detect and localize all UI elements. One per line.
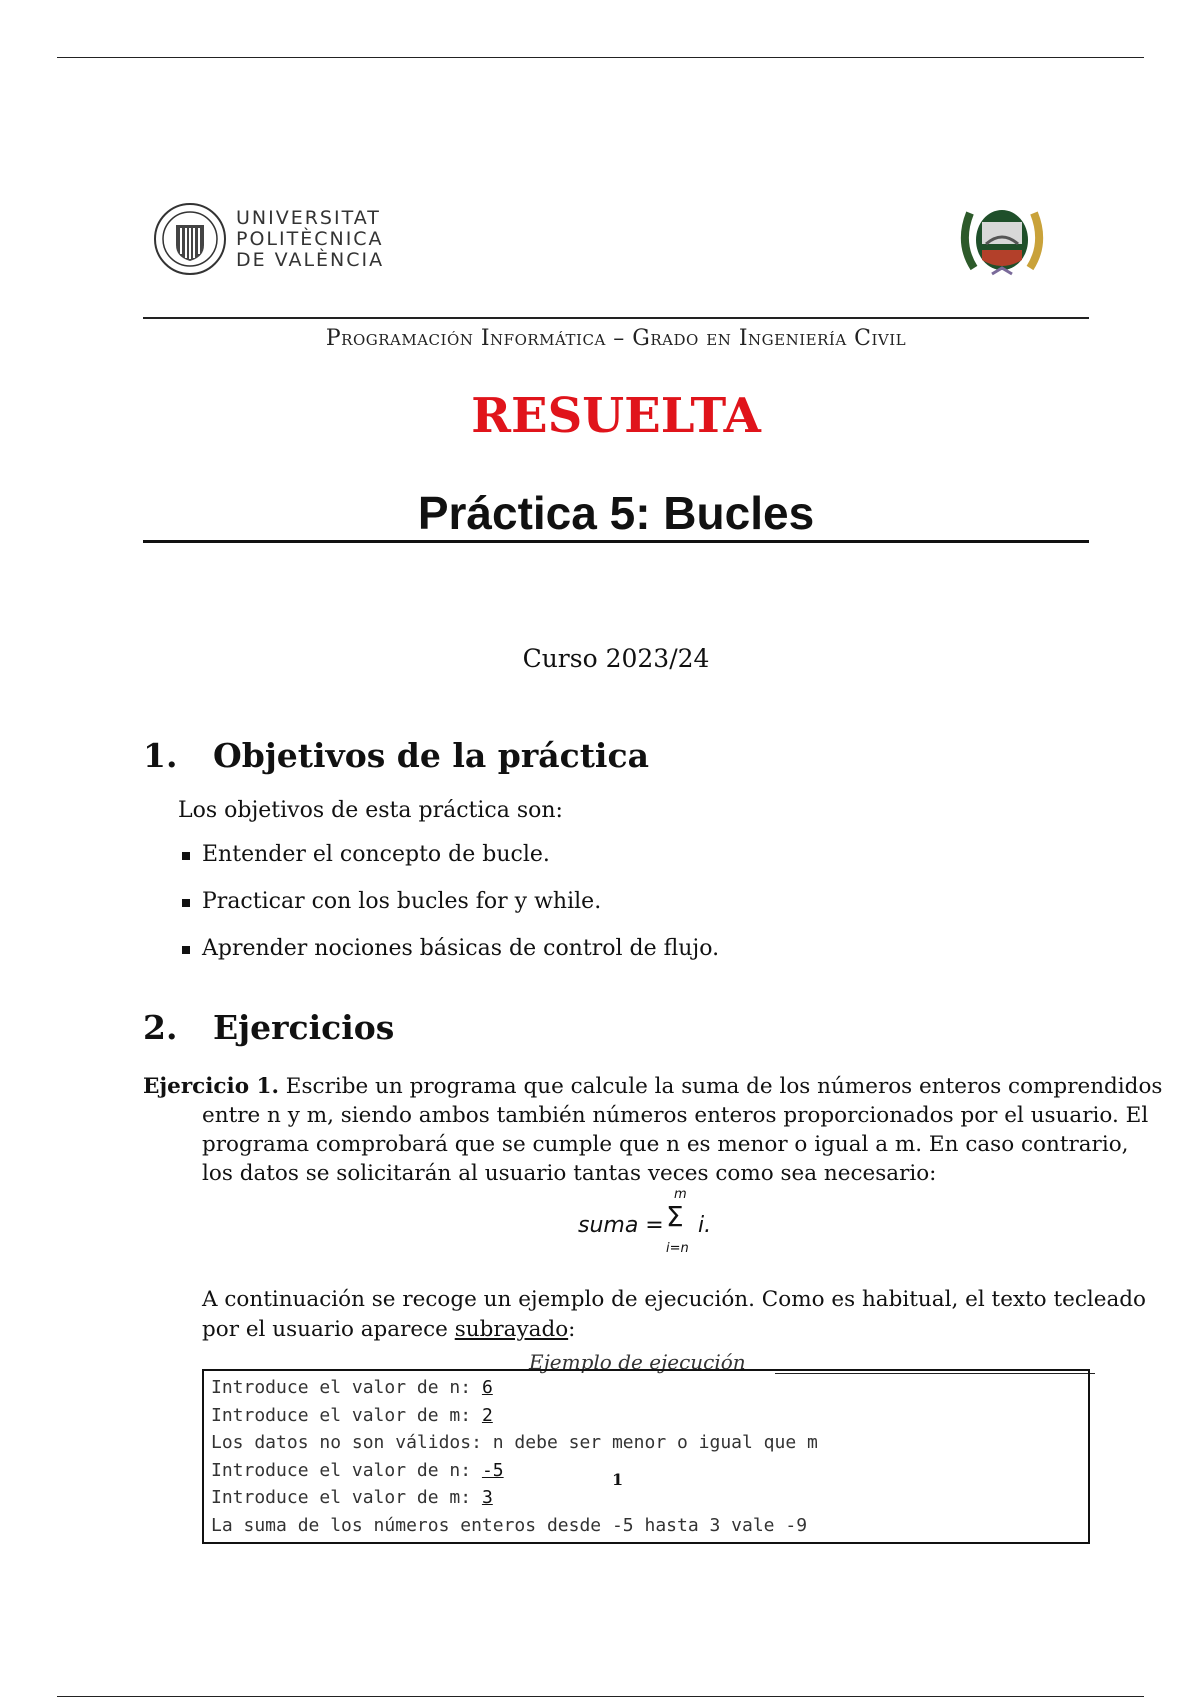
terminal-input: -5 (481, 1459, 504, 1481)
execution-example-box (202, 1369, 1090, 1544)
paragraph-line (202, 1315, 1092, 1345)
terminal-line (211, 1374, 1088, 1402)
bullet-icon (182, 852, 190, 860)
terminal-line (211, 1484, 1088, 1512)
school-seal-icon (952, 188, 1052, 288)
page-title: Práctica 5: Bucles (417, 487, 815, 539)
terminal-line (211, 1457, 1088, 1485)
terminal-line (211, 1402, 1088, 1430)
section-heading (143, 736, 649, 775)
terminal-prompt: Introduce el valor de n: (211, 1459, 482, 1481)
section-number: 1. (143, 736, 178, 775)
intro-text: Los objetivos de esta práctica son: (178, 798, 563, 823)
top-rule (57, 57, 1144, 58)
upv-seal-icon (152, 201, 228, 277)
terminal-prompt: Los datos no son válidos: n debe ser menor o igual que m (211, 1432, 818, 1453)
paragraph-text: por el usuario aparece (202, 1317, 455, 1342)
page-number: 1 (612, 1470, 624, 1489)
exercise-statement (143, 1072, 1163, 1188)
university-line: UNIVERSITAT (236, 206, 381, 229)
example-caption: Ejemplo de ejecución (529, 1350, 746, 1374)
upv-logo (152, 201, 384, 277)
terminal-prompt: La suma de los números enteros desde -5 hasta 3 vale -9 (211, 1514, 808, 1536)
terminal-input: 3 (481, 1487, 493, 1508)
section-heading (143, 1008, 394, 1047)
exercise-label: Ejercicio 1. (143, 1074, 279, 1099)
university-line: DE VALÈNCIA (236, 248, 385, 271)
list-item (178, 889, 719, 936)
university-line: POLITÈCNICA (236, 227, 384, 250)
formula-upper-limit: m (674, 1187, 687, 1202)
list-item (178, 936, 719, 983)
bullet-icon (182, 946, 190, 954)
list-item (178, 842, 719, 889)
terminal-prompt: Introduce el valor de m: (211, 1404, 482, 1426)
terminal-line (211, 1512, 1088, 1540)
example-intro (202, 1285, 1146, 1345)
exercise-first-line (143, 1072, 1163, 1101)
terminal-prompt: Introduce el valor de m: (211, 1487, 482, 1508)
section-title: Ejercicios (213, 1008, 395, 1047)
terminal-input: 6 (481, 1377, 493, 1398)
formula-lhs: suma = (578, 1213, 664, 1238)
list-item-text: Practicar con los bucles for y while. (202, 889, 602, 914)
status-stamp: RESUELTA (471, 388, 761, 444)
university-name (236, 208, 384, 271)
term-label: Curso 2023/24 (522, 644, 710, 673)
formula-lower-limit: i=n (666, 1241, 689, 1256)
section-number: 2. (143, 1008, 178, 1047)
terminal-line (211, 1429, 1088, 1457)
exercise-text: Escribe un programa que calcule la suma de los números enteros comprendidos (278, 1074, 1163, 1099)
list-item-text: Aprender nociones básicas de control de flujo. (202, 936, 720, 961)
formula-rhs: i. (698, 1213, 712, 1238)
sigma-symbol: Σ (666, 1200, 684, 1233)
list-item-text: Entender el concepto de bucle. (202, 842, 550, 867)
bullet-icon (182, 899, 190, 907)
exercise-text: programa comprobará que se cumple que n es menor o igual a m. En caso contrario, (202, 1132, 1129, 1157)
section-title: Objetivos de la práctica (213, 736, 649, 775)
bottom-rule (57, 1696, 1144, 1697)
underlined-word: subrayado (454, 1317, 569, 1342)
terminal-prompt: Introduce el valor de n: (211, 1377, 482, 1398)
header-rule (143, 317, 1089, 319)
exercise-text: entre n y m, siendo ambos también números enteros proporcionados por el usuario. El (202, 1103, 1149, 1128)
exercise-text: los datos se solicitarán al usuario tantas veces como sea necesario: (202, 1161, 937, 1186)
terminal-input: 2 (481, 1404, 493, 1426)
course-line: Programación Informática – Grado en Ingeniería Civil (325, 326, 907, 351)
title-rule (143, 540, 1089, 543)
sum-formula (578, 1187, 738, 1257)
objectives-list (178, 842, 719, 983)
paragraph-text: : (568, 1317, 576, 1342)
paragraph-line: A continuación se recoge un ejemplo de ejecución. Como es habitual, el texto tecleado (202, 1287, 1146, 1312)
